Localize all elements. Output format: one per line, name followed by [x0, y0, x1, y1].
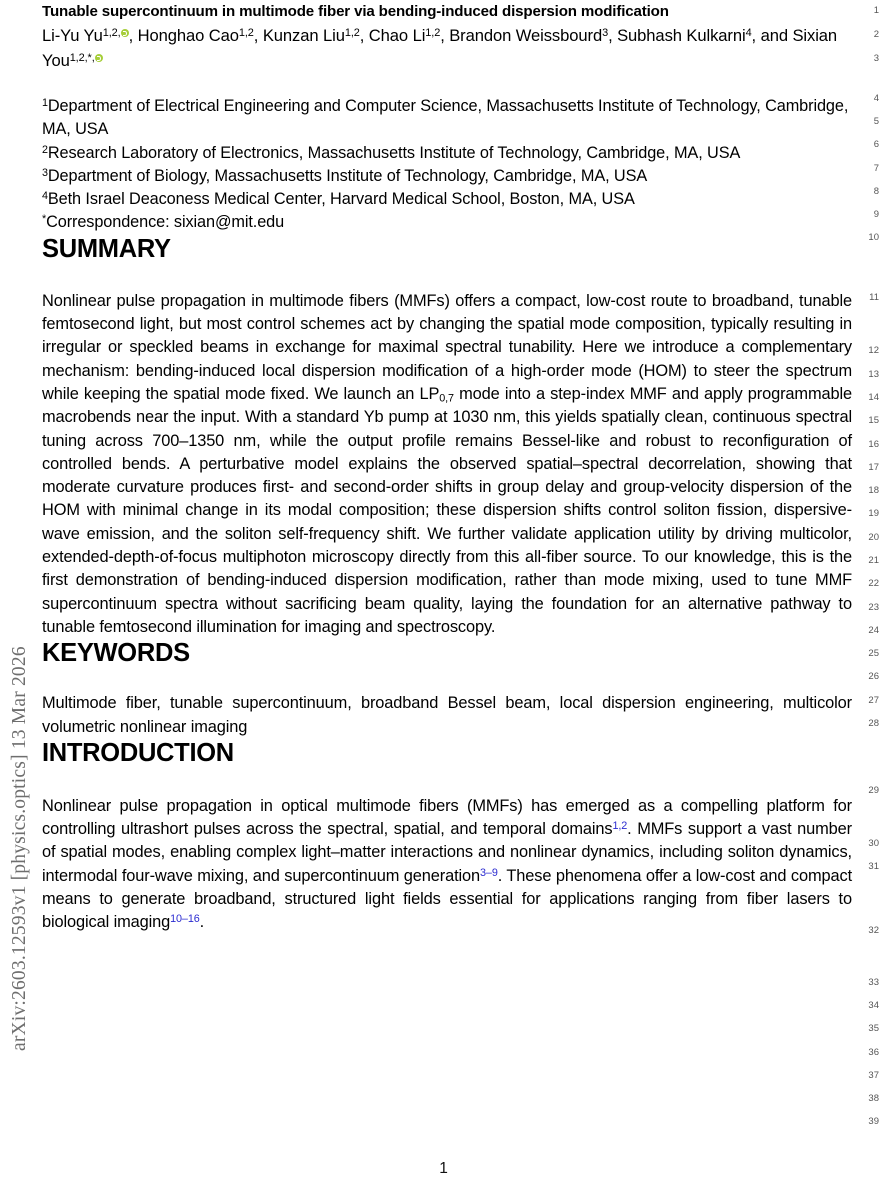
line-number: 29 — [868, 785, 879, 796]
line-number: 9 — [873, 209, 879, 220]
line-number: 25 — [868, 648, 879, 659]
page-title: Tunable supercontinuum in multimode fiber via bending-induced dispersion modification — [42, 3, 669, 20]
line-number: 21 — [868, 555, 879, 566]
paper-content-column — [42, 0, 852, 1200]
line-number: 39 — [868, 1116, 879, 1127]
line-number: 23 — [868, 602, 879, 613]
line-number: 33 — [868, 977, 879, 988]
line-number: 17 — [868, 462, 879, 473]
line-number: 15 — [868, 415, 879, 426]
author-list: Li-Yu $Yu^{1,2,}$ , Honghao Cao$^{1,2}$, Kunzan Liu$^{1,2}$, Chao Li$^{1,2}$, Brandon Weissbourd$^3$, Subhash Kulkarni$^4$, and Sixian You$^{1,2,*,}$ — [42, 26, 838, 70]
affiliation-item: $^2$Research Laboratory of Electronics, Massachusetts Institute of Technology, Cambridge, MA, USA — [42, 143, 741, 162]
line-number: 10 — [868, 232, 879, 243]
line-number: 1 — [873, 5, 879, 16]
line-number: 16 — [868, 439, 879, 450]
line-number: 19 — [868, 508, 879, 519]
section-body-introduction: Nonlinear pulse propagation in optical multimode fibers (MMFs) has emerged as a compelling platform for controlling ultrashort pulses across the spectral, spatial, and temporal domains$^{1,2}$. MMFs support a vast number of spatial modes, enabling complex light–matter interactions and nonlinear dynamics, including soliton dynamics, intermodal four-wave mixing, and supercontinuum generation$^{3-9}$. These phenomena offer a low-cost and compact means to generate broadband, structured light fields essential for applications ranging from fiber lasers to biological imaging$^{10-16}$. — [42, 796, 852, 932]
line-number: 30 — [868, 838, 879, 849]
line-number: 8 — [873, 186, 879, 197]
line-number: 7 — [873, 163, 879, 174]
orcid-icon[interactable] — [121, 29, 129, 37]
line-number: 3 — [873, 53, 879, 64]
section-body-summary: Nonlinear pulse propagation in multimode fibers (MMFs) offers a compact, low-cost route to broadband, tunable femtosecond light, but most control schemes act by changing the spatial mode composition, typically resulting in irregular or speckled beams in exchange for maximal spectral tunability. Here we introduce a complementary mechanism: bending-induced local dispersion modification of a high-order mode (HOM) to steer the spectrum while keeping the spatial mode fixed. We launch an $LP_{0,7}$ mode into a step-index MMF and apply programmable macrobends near the input. With a standard Yb pump at 1030 nm, this yields spatially clean, continuous spectral tuning across 700–1350 nm, while the output profile remains Bessel-like and robust to reconfiguration of controlled bends. A perturbative model explains the observed spatial–spectral decorrelation, showing that moderate curvature produces first- and second-order shifts in group delay and group-velocity dispersion of the HOM with minimal change in its modal composition; these dispersion shifts control soliton fission, dispersive-wave emission, and the soliton self-frequency shift. We further validate application utility by driving multicolor, extended-depth-of-focus multiphoton microscopy directly from this all-fiber source. To our knowledge, this is the first demonstration of bending-induced dispersion modification, rather than mode mixing, used to tune MMF supercontinuum spectra without sacrificing beam quality, laying the foundation for an alternative pathway to tunable femtosecond illumination for imaging and spectroscopy. — [42, 291, 853, 636]
line-number: 18 — [868, 485, 879, 496]
line-number: 31 — [868, 861, 879, 872]
line-number: 22 — [868, 578, 879, 589]
arxiv-stamp — [0, 0, 40, 1200]
page-number: 1 — [439, 1160, 448, 1177]
line-number: 35 — [868, 1023, 879, 1034]
line-number: 38 — [868, 1093, 879, 1104]
line-number: 32 — [868, 925, 879, 936]
affiliation-block — [42, 73, 852, 235]
line-number: 14 — [868, 392, 879, 403]
line-number: 27 — [868, 695, 879, 706]
line-number: 36 — [868, 1047, 879, 1058]
section-heading-introduction: INTRODUCTION — [42, 738, 234, 767]
line-number: 13 — [868, 369, 879, 380]
section-heading-keywords: KEYWORDS — [42, 639, 190, 668]
line-number: 24 — [868, 625, 879, 636]
correspondence-line: *Correspondence: sixian@mit.edu — [42, 213, 285, 232]
line-number: 26 — [868, 671, 879, 682]
affiliation-item: $^4$Beth Israel Deaconess Medical Center, Harvard Medical School, Boston, MA, USA — [42, 190, 635, 209]
line-number: 34 — [868, 1000, 879, 1011]
affiliation-item: $^3$Department of Biology, Massachusetts Institute of Technology, Cambridge, MA, USA — [42, 166, 648, 185]
line-number: 6 — [873, 139, 879, 150]
line-number: 12 — [868, 345, 879, 356]
line-number: 20 — [868, 532, 879, 543]
line-number: 4 — [873, 93, 879, 104]
arxiv-stamp-text: arXiv:2603.12593v1 [physics.optics] 13 Mar 2026 — [9, 646, 30, 1051]
line-number: 37 — [868, 1070, 879, 1081]
orcid-icon[interactable] — [95, 54, 103, 62]
line-number: 2 — [873, 29, 879, 40]
affiliation-item: $^1$Department of Electrical Engineering and Computer Science, Massachusetts Institute of Technology, Cambridge, MA, USA — [42, 96, 849, 139]
line-number-gutter — [857, 0, 887, 1200]
line-number: 11 — [869, 292, 879, 303]
section-body-keywords: Multimode fiber, tunable supercontinuum, broadband Bessel beam, local dispersion engineering, multicolor volumetric nonlinear imaging — [42, 694, 852, 736]
line-number: 5 — [873, 116, 879, 127]
section-heading-summary: SUMMARY — [42, 234, 171, 263]
line-number: 28 — [868, 718, 879, 729]
